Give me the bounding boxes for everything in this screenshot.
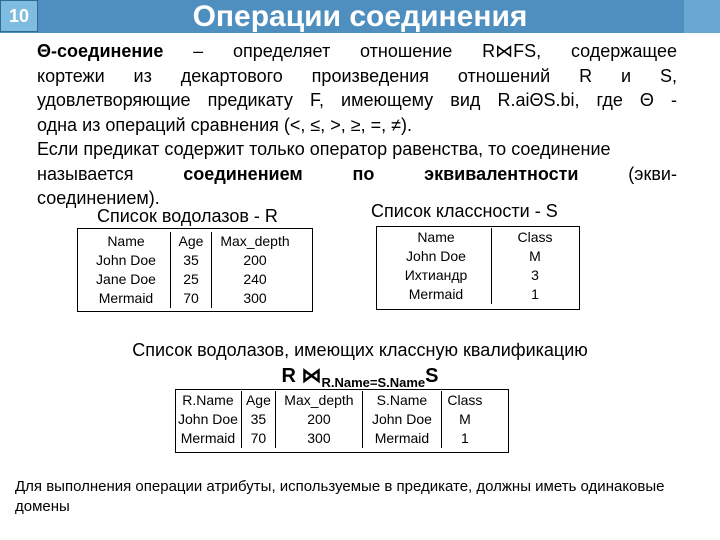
intro-lead: Θ-соединение [37, 41, 164, 61]
table-cell: M [529, 248, 541, 264]
table-cell: John Doe [362, 410, 441, 429]
table-cell: Mermaid [175, 429, 241, 448]
join-table [175, 391, 488, 448]
join-table-header-cell: R.Name [175, 391, 241, 410]
intro-word-equi: (экви- [628, 163, 677, 184]
table-cell: John Doe [381, 247, 492, 266]
table-cell: 300 [243, 290, 267, 306]
table-r-caption: Список водолазов - R [97, 206, 278, 226]
table-s [381, 228, 578, 304]
table-row [381, 247, 578, 266]
join-table-header-cell: Age [241, 391, 275, 410]
table-row [381, 266, 578, 285]
slide-number: 10 [0, 0, 38, 32]
table-cell: 35 [171, 251, 212, 270]
intro-line-5: Если предикат содержит только оператор равенства, то соединение [37, 139, 611, 159]
join-formula-subscript: R.Name=S.Name [321, 375, 426, 390]
table-row [82, 251, 298, 270]
table-cell: 70 [241, 429, 275, 448]
table-row [82, 270, 298, 289]
table-r-header-cell: Name [82, 232, 171, 251]
join-formula [0, 363, 720, 390]
join-table-header-cell: Class [447, 392, 483, 408]
join-formula-right: S [425, 365, 439, 387]
intro-line-7: соединением). [37, 188, 160, 208]
intro-line-4: одна из операций сравнения (<, ≤, >, ≥, =, ≠). [37, 114, 413, 135]
table-s-header-cell: Class [517, 229, 553, 245]
table-cell: 200 [243, 252, 267, 268]
intro-paragraph [37, 39, 677, 211]
table-cell: Mermaid [381, 285, 492, 304]
join-table-header-cell: S.Name [362, 391, 441, 410]
intro-word-by: по [352, 163, 375, 184]
table-cell: 25 [171, 270, 212, 289]
intro-word-equivalence: эквивалентности [424, 163, 579, 184]
intro-line-1-rest: – определяет отношение R⋈FS, содержащее [193, 41, 677, 61]
table-cell: Mermaid [82, 289, 171, 308]
table-r-header-cell: Age [171, 232, 212, 251]
intro-line-2: кортежи из декартового произведения отношений R и S, [37, 65, 677, 86]
table-cell: 300 [275, 429, 362, 448]
table-cell: 200 [275, 410, 362, 429]
slide-title: Операции соединения [192, 0, 528, 33]
intro-word-join: соединением [183, 163, 303, 184]
table-cell: 70 [171, 289, 212, 308]
table-s-caption: Список классности - S [371, 201, 558, 221]
join-table-header-cell: Max_depth [275, 391, 362, 410]
table-cell: Jane Doe [82, 270, 171, 289]
table-cell: John Doe [175, 410, 241, 429]
table-r-header-cell: Max_depth [220, 233, 290, 249]
table-cell: 35 [241, 410, 275, 429]
table-cell: John Doe [82, 251, 171, 270]
intro-line-3: удовлетворяющие предикату F, имеющему вид R.aiΘS.bi, где Θ - [37, 90, 677, 110]
footer-note: Для выполнения операции атрибуты, используемые в предикате, должны иметь одинаковые домены [15, 478, 665, 515]
table-row [175, 410, 488, 429]
table-row [175, 429, 488, 448]
table-cell: 240 [243, 271, 267, 287]
table-r-header-row [82, 232, 298, 251]
table-s-header-cell: Name [381, 228, 492, 247]
table-cell: 1 [531, 286, 539, 302]
intro-line-6 [37, 162, 677, 187]
table-r [82, 232, 298, 308]
table-cell: M [459, 411, 471, 427]
table-s-header-row [381, 228, 578, 247]
join-caption: Список водолазов, имеющих классную квалификацию [132, 340, 588, 360]
table-cell: Ихтиандр [381, 266, 492, 285]
intro-line-1 [37, 39, 677, 64]
intro-word-called: называется [37, 163, 134, 184]
table-row [82, 289, 298, 308]
table-cell: 3 [531, 267, 539, 283]
join-formula-left: R ⋈ [281, 365, 322, 387]
table-row [381, 285, 578, 304]
join-table-header-row [175, 391, 488, 410]
table-cell: 1 [461, 430, 469, 446]
table-cell: Mermaid [362, 429, 441, 448]
